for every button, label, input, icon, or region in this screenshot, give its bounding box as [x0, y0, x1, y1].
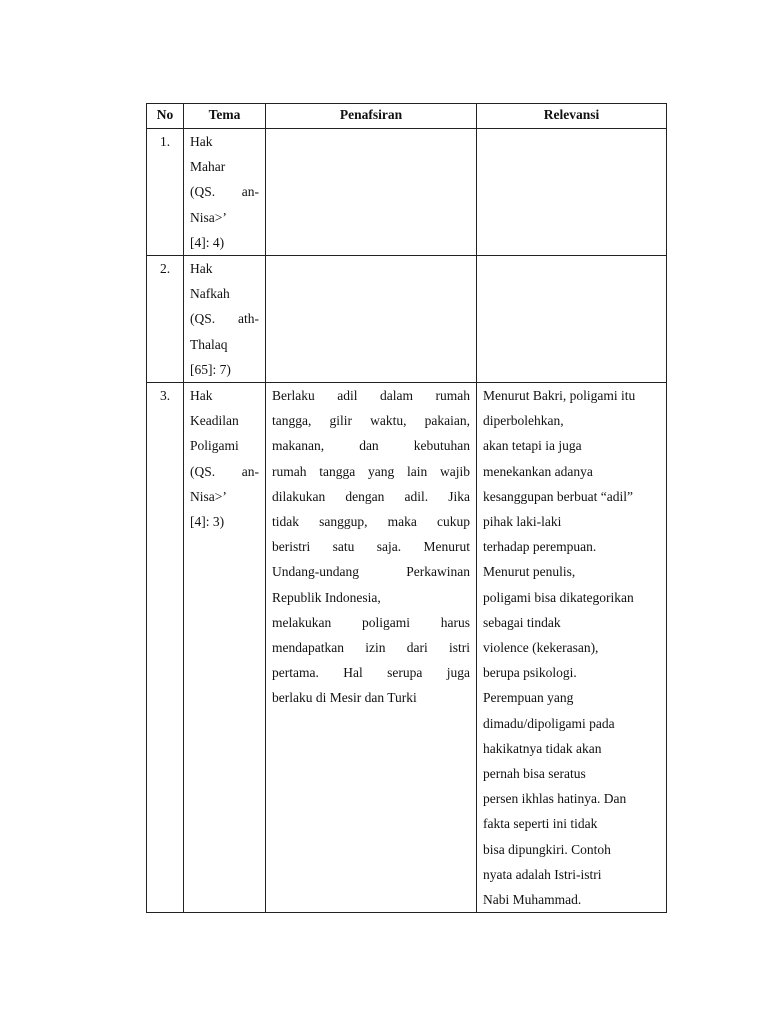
cell-penafsiran: [266, 256, 477, 383]
cell-tema: [184, 129, 266, 256]
relevansi-line: persen ikhlas hatinya. Dan: [483, 791, 627, 807]
relevansi-line: dimadu/dipoligami pada: [483, 715, 615, 731]
cell-no: 1.: [147, 129, 184, 256]
tema-line: Thalaq: [190, 336, 228, 352]
cell-no: 2.: [147, 256, 184, 383]
relevansi-line: Perempuan yang: [483, 690, 574, 706]
penafsiran-line: melakukan poligami harus: [272, 614, 470, 630]
penafsiran-line: Berlaku adil dalam rumah: [272, 388, 470, 404]
tema-line: Nisa>’: [190, 209, 227, 225]
relevansi-line: sebagai tindak: [483, 614, 561, 630]
tema-line: [4]: 4): [190, 234, 225, 250]
tema-line: (QS. an-: [190, 463, 259, 479]
penafsiran-line: berlaku di Mesir dan Turki: [272, 690, 417, 706]
cell-penafsiran: [266, 383, 477, 913]
tema-line: Nafkah: [190, 286, 230, 302]
relevansi-line: fakta seperti ini tidak: [483, 816, 598, 832]
tema-line: Nisa>’: [190, 488, 227, 504]
tema-line: Hak: [190, 261, 213, 277]
cell-tema: [184, 383, 266, 913]
tafsir-table: [146, 103, 667, 913]
cell-penafsiran: [266, 129, 477, 256]
penafsiran-line: rumah tangga yang lain wajib: [272, 463, 470, 479]
table-row: [147, 256, 667, 383]
relevansi-line: Nabi Muhammad.: [483, 892, 582, 908]
tema-line: Hak: [190, 134, 213, 149]
relevansi-line: akan tetapi ia juga: [483, 438, 582, 454]
tema-line: (QS. ath-: [190, 311, 259, 327]
penafsiran-line: makanan, dan kebutuhan: [272, 438, 470, 454]
tema-line: Keadilan: [190, 413, 239, 429]
relevansi-line: berupa psikologi.: [483, 665, 577, 681]
tema-line: (QS. an-: [190, 184, 259, 200]
penafsiran-line: Republik Indonesia,: [272, 589, 381, 605]
cell-no: 3.: [147, 383, 184, 913]
header-no: No: [147, 104, 184, 129]
table-header-row: [147, 104, 667, 129]
penafsiran-line: tangga, gilir waktu, pakaian,: [272, 413, 470, 429]
header-tema: Tema: [184, 104, 266, 129]
relevansi-line: Menurut Bakri, poligami itu: [483, 388, 636, 404]
penafsiran-line: dilakukan dengan adil. Jika: [272, 488, 470, 504]
tema-line: Hak: [190, 388, 213, 404]
relevansi-line: violence (kekerasan),: [483, 640, 599, 656]
table-row: [147, 129, 667, 256]
table-row: [147, 383, 667, 913]
tema-line: [65]: 7): [190, 361, 231, 377]
penafsiran-line: Undang-undang Perkawinan: [272, 564, 470, 580]
relevansi-line: kesanggupan berbuat “adil”: [483, 488, 633, 504]
tema-line: [4]: 3): [190, 514, 225, 530]
penafsiran-line: mendapatkan izin dari istri: [272, 640, 470, 656]
relevansi-line: nyata adalah Istri-istri: [483, 866, 602, 882]
relevansi-line: Menurut penulis,: [483, 564, 576, 580]
penafsiran-line: pertama. Hal serupa juga: [272, 665, 470, 681]
relevansi-line: hakikatnya tidak akan: [483, 740, 602, 756]
penafsiran-line: beristri satu saja. Menurut: [272, 539, 470, 555]
cell-relevansi: [477, 129, 667, 256]
header-relevansi: Relevansi: [477, 104, 667, 129]
penafsiran-line: tidak sanggup, maka cukup: [272, 514, 470, 530]
relevansi-line: terhadap perempuan.: [483, 539, 597, 555]
relevansi-line: pihak laki-laki: [483, 514, 562, 530]
tema-line: Mahar: [190, 159, 226, 175]
header-penafsiran: Penafsiran: [266, 104, 477, 129]
relevansi-line: pernah bisa seratus: [483, 766, 586, 782]
relevansi-line: poligami bisa dikategorikan: [483, 589, 634, 605]
relevansi-line: diperbolehkan,: [483, 413, 564, 429]
tema-line: Poligami: [190, 438, 239, 454]
cell-relevansi: [477, 256, 667, 383]
relevansi-line: menekankan adanya: [483, 463, 593, 479]
cell-tema: [184, 256, 266, 383]
cell-relevansi: [477, 383, 667, 913]
relevansi-line: bisa dipungkiri. Contoh: [483, 841, 611, 857]
